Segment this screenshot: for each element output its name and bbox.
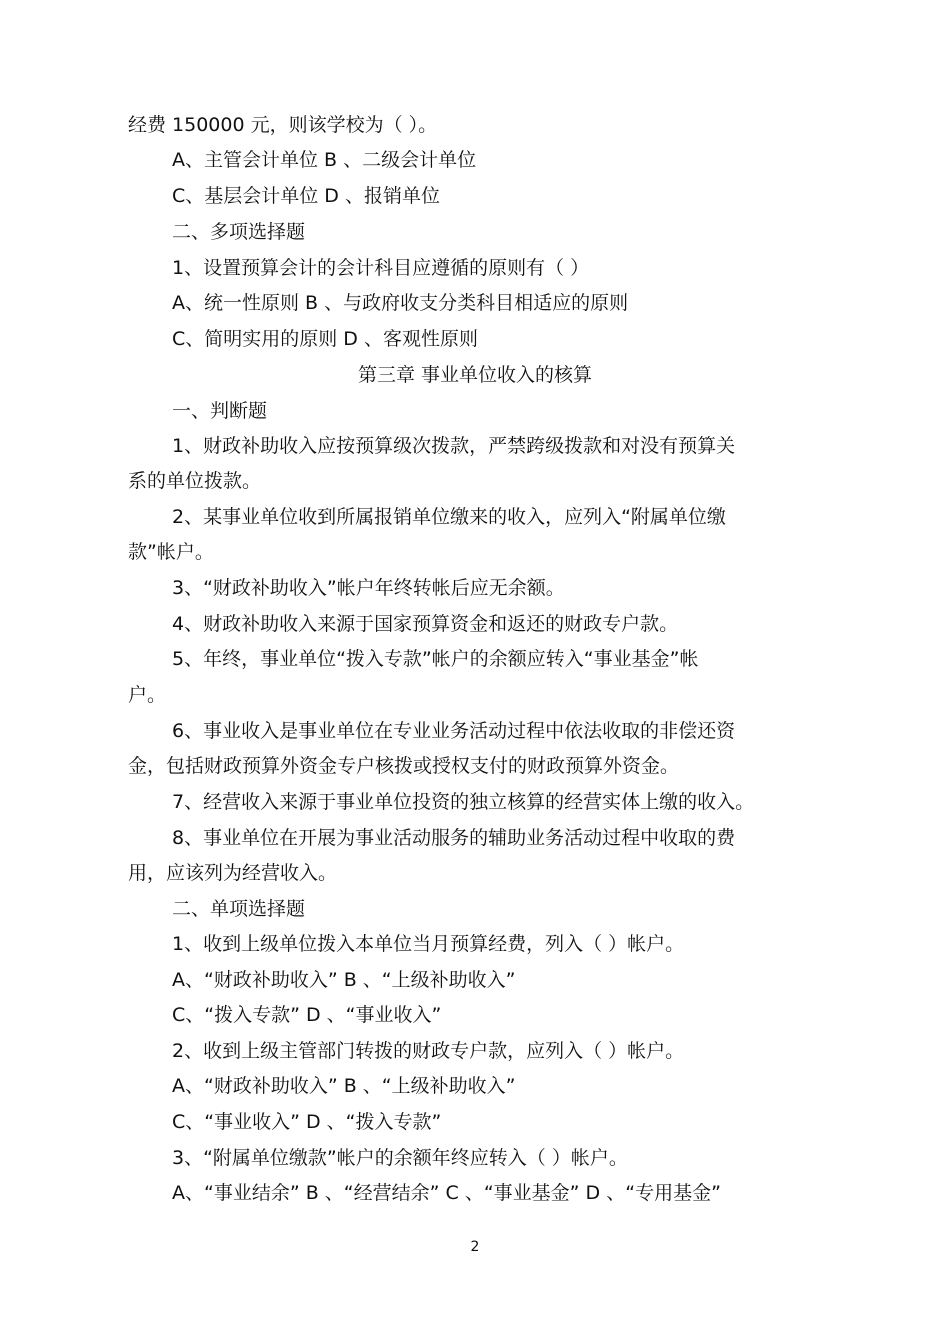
option-line: C、基层会计单位 D 、报销单位: [172, 185, 440, 207]
chapter-title: 第三章 事业单位收入的核算: [357, 364, 593, 386]
option-line: C、简明实用的原则 D 、客观性原则: [172, 328, 478, 350]
text-line: 经费 150000 元，则该学校为（ ）。: [128, 114, 438, 136]
question-line: 5、年终，事业单位“拨入专款”帐户的余额应转入“事业基金”帐: [172, 648, 699, 670]
question-line: 3、“财政补助收入”帐户年终转帐后应无余额。: [172, 577, 565, 599]
section-heading: 一、判断题: [172, 400, 268, 422]
question-line: 1、收到上级单位拨入本单位当月预算经费，列入（ ）帐户。: [172, 933, 685, 955]
question-line: 1、设置预算会计的会计科目应遵循的原则有（ ）: [172, 257, 590, 279]
text-line: 户。: [128, 684, 167, 706]
option-line: A、统一性原则 B 、与政府收支分类科目相适应的原则: [172, 292, 629, 314]
text-line: 金，包括财政预算外资金专户核拨或授权支付的财政预算外资金。: [128, 755, 680, 777]
text-line: 系的单位拨款。: [128, 470, 262, 492]
question-line: 3、“附属单位缴款”帐户的余额年终应转入（ ）帐户。: [172, 1147, 628, 1169]
question-line: 4、财政补助收入来源于国家预算资金和返还的财政专户款。: [172, 613, 679, 635]
section-heading: 二、多项选择题: [172, 221, 306, 243]
option-line: C、“拨入专款” D 、“事业收入”: [172, 1004, 442, 1026]
text-line: 用，应该列为经营收入。: [128, 862, 338, 884]
section-heading: 二、单项选择题: [172, 898, 306, 920]
page-number: 2: [470, 1239, 480, 1255]
option-line: A、主管会计单位 B 、二级会计单位: [172, 149, 477, 171]
question-line: 2、收到上级主管部门转拨的财政专户款，应列入（ ）帐户。: [172, 1040, 685, 1062]
question-line: 1、财政补助收入应按预算级次拨款，严禁跨级拨款和对没有预算关: [172, 435, 736, 457]
question-line: 8、事业单位在开展为事业活动服务的辅助业务活动过程中收取的费: [172, 827, 736, 849]
question-line: 7、经营收入来源于事业单位投资的独立核算的经营实体上缴的收入。: [172, 791, 755, 813]
option-line: A、“事业结余” B 、“经营结余” C 、“事业基金” D 、“专用基金”: [172, 1182, 721, 1204]
question-line: 6、事业收入是事业单位在专业业务活动过程中依法收取的非偿还资: [172, 720, 736, 742]
text-line: 款”帐户。: [128, 541, 214, 563]
option-line: C、“事业收入” D 、“拨入专款”: [172, 1111, 442, 1133]
option-line: A、“财政补助收入” B 、“上级补助收入”: [172, 969, 516, 991]
option-line: A、“财政补助收入” B 、“上级补助收入”: [172, 1075, 516, 1097]
question-line: 2、某事业单位收到所属报销单位缴来的收入，应列入“附属单位缴: [172, 506, 726, 528]
